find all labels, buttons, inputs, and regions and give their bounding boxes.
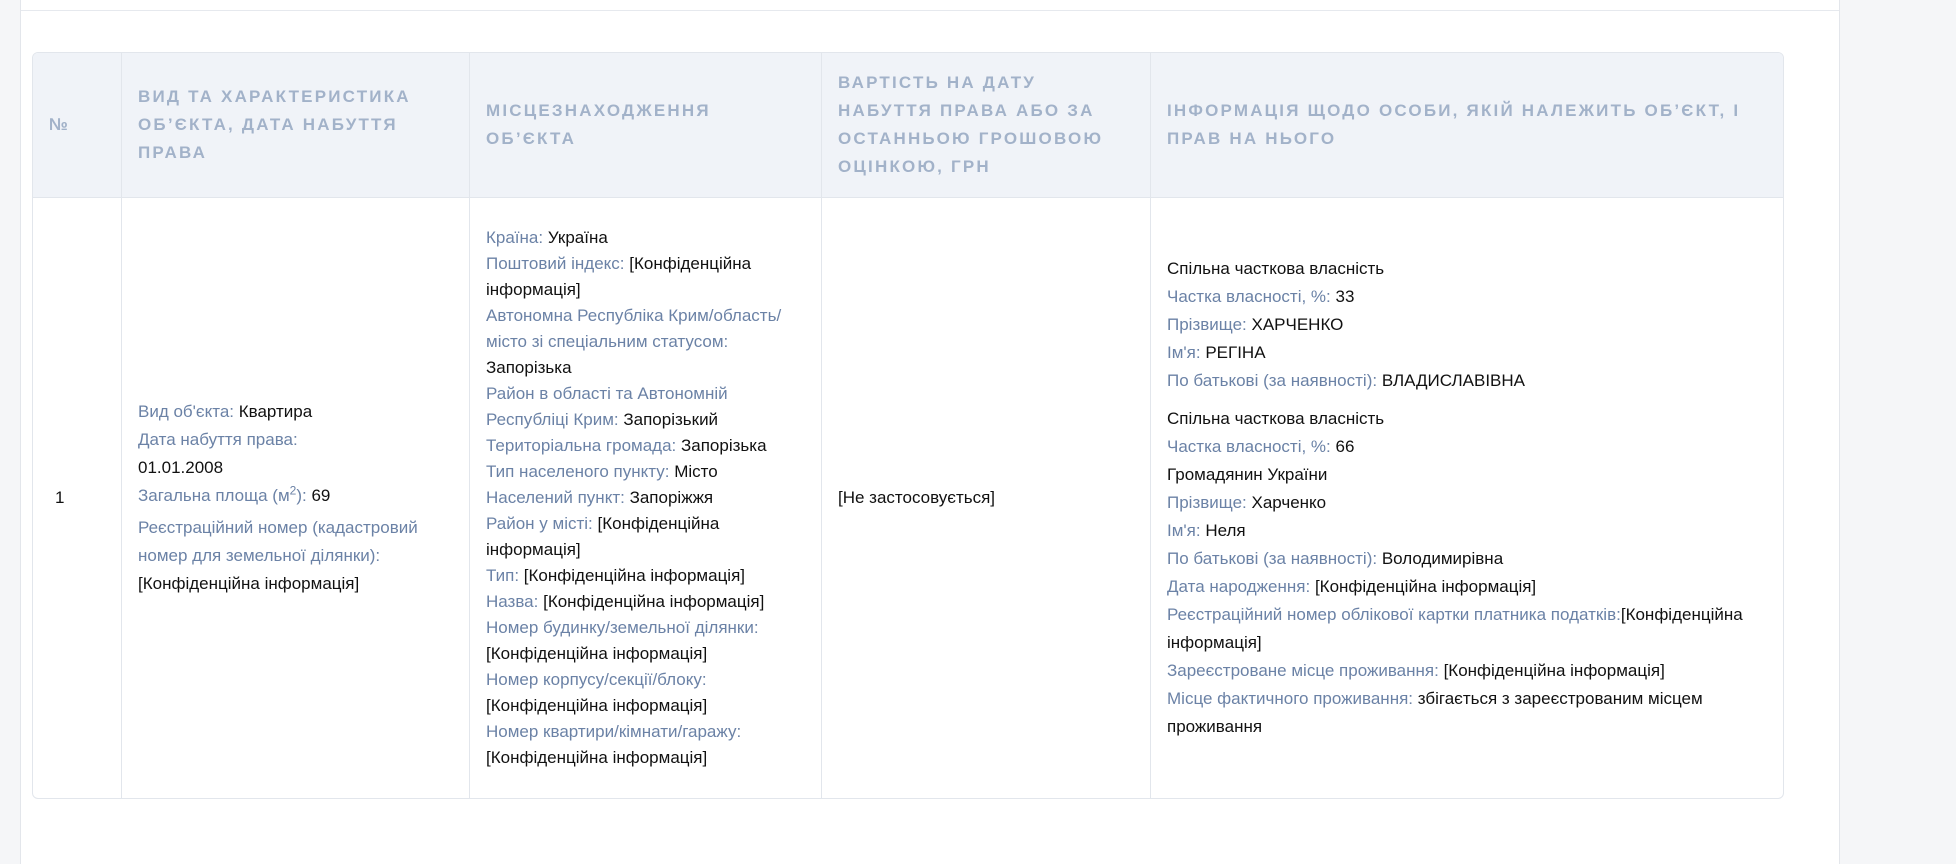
divider [21,10,1839,11]
loc-country-label: Країна: [486,228,544,247]
owner2-patronymic [1167,545,1767,573]
owner2-share-value: 66 [1335,437,1355,456]
loc-region-value: Запорізька [486,358,572,377]
object-type-value: Квартира [238,402,313,421]
object-cell [122,198,470,798]
owner1-surname [1167,311,1767,339]
loc-settlement-type-value: Місто [674,462,718,481]
total-area-sup: 2 [289,483,297,498]
loc-street-type-label: Тип: [486,566,520,585]
owner2-surname [1167,489,1767,517]
loc-apartment-value: [Конфіденційна інформація] [486,748,708,767]
owner2-actual-address-value: збігається з зареєстрованим місцем проживання [1167,689,1703,736]
owner1-patronymic [1167,367,1767,395]
loc-building-label: Номер корпусу/секції/блоку: [486,670,707,689]
owner2-registered-address-value: [Конфіденційна інформація] [1443,661,1665,680]
owner2-surname-value: Харченко [1251,493,1327,512]
loc-house [486,615,805,667]
registration-number-label: Реєстраційний номер (кадастровий номер для земельної ділянки): [138,518,418,565]
owner1-name-label: Ім'я: [1167,343,1201,362]
loc-postcode-value: [Конфіденційна інформація] [486,254,752,299]
owner-cell [1151,198,1783,798]
loc-district-label: Район в області та Автономній Республіці Крим: [486,384,728,429]
owner1-name [1167,339,1767,367]
loc-settlement-type [486,459,805,485]
total-area-label-post: ): [296,486,307,505]
loc-city-district [486,511,805,563]
object-type-label: Вид об'єкта: [138,402,234,421]
object-type [138,398,453,426]
acquisition-date [138,426,453,482]
total-area-value: 69 [311,486,331,505]
loc-house-value: [Конфіденційна інформація] [486,644,708,663]
owner1-share-value: 33 [1335,287,1355,306]
real-estate-table [32,52,1784,799]
owner2-name-label: Ім'я: [1167,521,1201,540]
owner2-patronymic-value: Володимирівна [1381,549,1504,568]
loc-country [486,225,805,251]
owner-block [1167,255,1767,395]
owner2-tax-number-value: [Конфіденційна інформація] [1167,605,1743,652]
loc-street-name [486,589,805,615]
owner2-share [1167,433,1767,461]
loc-street-type-value: [Конфіденційна інформація] [523,566,746,585]
loc-community-value: Запорізька [681,436,767,455]
owner2-name-value: Неля [1205,521,1246,540]
loc-region-label: Автономна Республіка Крим/область/місто зі спеціальним статусом: [486,306,782,351]
header-owner: ІНФОРМАЦІЯ ЩОДО ОСОБИ, ЯКІЙ НАЛЕЖИТЬ ОБ’ЄКТ, І ПРАВ НА НЬОГО [1151,53,1783,198]
owner1-name-value: РЕГІНА [1205,343,1266,362]
loc-country-value: Україна [547,228,608,247]
owner2-registered-address-label: Зареєстроване місце проживання: [1167,661,1439,680]
loc-postcode [486,251,805,303]
owner2-name [1167,517,1767,545]
acquisition-date-label: Дата набуття права: [138,430,298,449]
owner2-actual-address [1167,685,1767,741]
loc-postcode-label: Поштовий індекс: [486,254,625,273]
loc-street-name-label: Назва: [486,592,539,611]
owner1-surname-value: ХАРЧЕНКО [1251,315,1344,334]
loc-street-type [486,563,805,589]
registration-number [138,514,453,598]
header-object: ВИД ТА ХАРАКТЕРИСТИКА ОБ’ЄКТА, ДАТА НАБУТТЯ ПРАВА [122,53,470,198]
cost-cell: [Не застосовується] [822,198,1151,798]
loc-settlement-label: Населений пункт: [486,488,625,507]
loc-building-value: [Конфіденційна інформація] [486,696,708,715]
loc-building [486,667,805,719]
table-header-row [33,53,1783,198]
total-area [138,482,453,510]
row-number: 1 [33,198,122,798]
loc-settlement [486,485,805,511]
total-area-label-pre: Загальна площа (м [138,486,290,505]
loc-apartment [486,719,805,771]
acquisition-date-value: 01.01.2008 [138,458,224,477]
owner1-surname-label: Прізвище: [1167,315,1247,334]
owner2-tax-number-label: Реєстраційний номер облікової картки платника податків: [1167,605,1621,624]
owner1-ownership: Спільна часткова власність [1167,259,1385,278]
loc-street-name-value: [Конфіденційна інформація] [543,592,765,611]
loc-apartment-label: Номер квартири/кімнати/гаражу: [486,722,742,741]
header-location: МІСЦЕЗНАХОДЖЕННЯ ОБ’ЄКТА [470,53,822,198]
owner2-registered-address [1167,657,1767,685]
owner1-patronymic-value: ВЛАДИСЛАВІВНА [1381,371,1525,390]
loc-community-label: Територіальна громада: [486,436,677,455]
owner1-share [1167,283,1767,311]
loc-settlement-type-label: Тип населеного пункту: [486,462,670,481]
header-cost: ВАРТІСТЬ НА ДАТУ НАБУТТЯ ПРАВА АБО ЗА ОСТАННЬОЮ ГРОШОВОЮ ОЦІНКОЮ, ГРН [822,53,1151,198]
owner2-share-label: Частка власності, %: [1167,437,1331,456]
location-cell [470,198,822,798]
loc-region [486,303,805,381]
total-area-label [138,483,307,505]
owner-block [1167,405,1767,741]
loc-district-value: Запорізький [623,410,719,429]
owner2-citizenship: Громадянин України [1167,465,1328,484]
registration-number-value: [Конфіденційна інформація] [138,574,360,593]
loc-house-label: Номер будинку/земельної ділянки: [486,618,759,637]
owner1-patronymic-label: По батькові (за наявності): [1167,371,1378,390]
loc-settlement-value: Запоріжжя [629,488,714,507]
owner2-patronymic-label: По батькові (за наявності): [1167,549,1378,568]
header-number: № [33,53,122,198]
owner2-ownership: Спільна часткова власність [1167,409,1385,428]
owner2-actual-address-label: Місце фактичного проживання: [1167,689,1414,708]
owner2-tax-number [1167,601,1767,657]
owner2-surname-label: Прізвище: [1167,493,1247,512]
loc-community [486,433,805,459]
loc-district [486,381,805,433]
loc-city-district-label: Район у місті: [486,514,593,533]
owner2-birth-date [1167,573,1767,601]
loc-city-district-value: [Конфіденційна інформація] [486,514,720,559]
owner1-share-label: Частка власності, %: [1167,287,1331,306]
table-row [33,198,1783,798]
owner2-birth-date-value: [Конфіденційна інформація] [1314,577,1537,596]
owner2-birth-date-label: Дата народження: [1167,577,1311,596]
